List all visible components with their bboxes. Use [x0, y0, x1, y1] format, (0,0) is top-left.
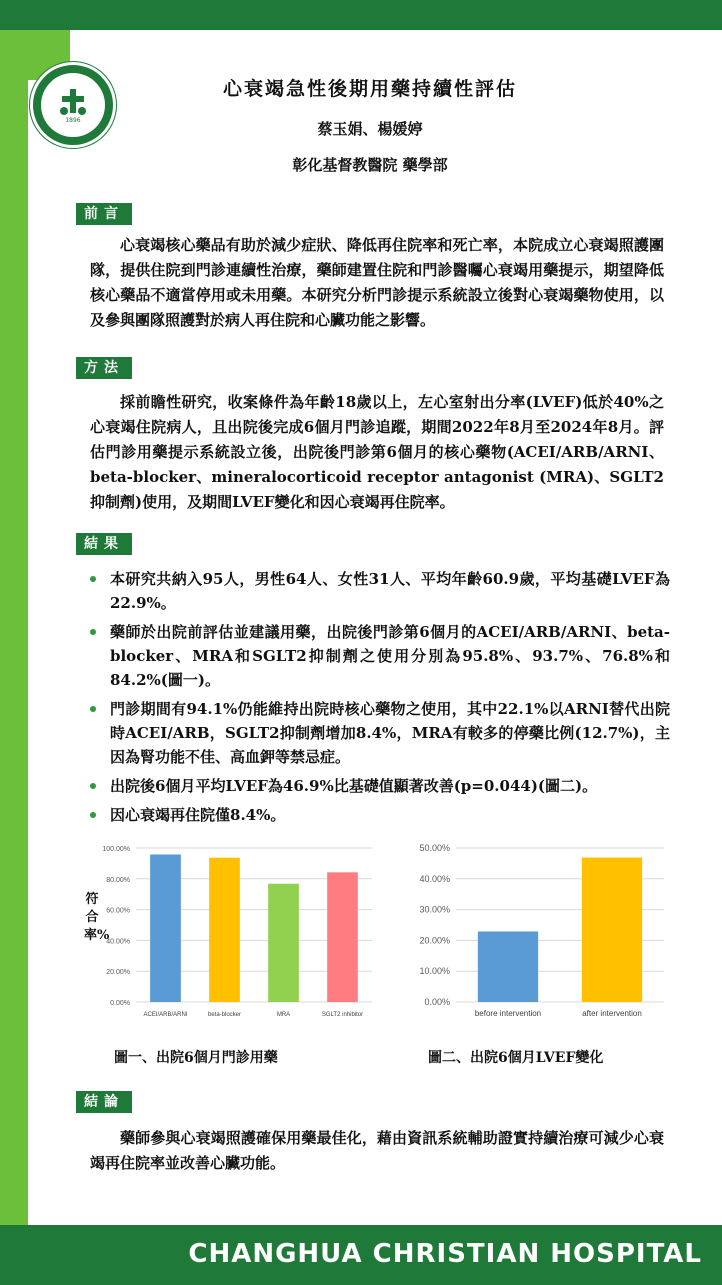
y-tick-label: 30.00%	[419, 904, 450, 915]
affiliation: 彰化基督教醫院 藥學部	[292, 156, 448, 174]
footer-banner	[0, 1225, 722, 1285]
conclusion-paragraph: 藥師參與心衰竭照護確保用藥最佳化，藉由資訊系統輔助證實持續治療可減少心衰竭再住院率並改善心臟功能。	[90, 1129, 664, 1172]
authors: 蔡玉娟、楊媛婷	[317, 120, 423, 138]
y-tick-label: 100.00%	[102, 846, 130, 853]
list-item: 出院後6個月平均LVEF為46.9%比基礎值顯著改善(p=0.044)(圖二)。	[90, 774, 670, 798]
y-tick-label: 40.00%	[419, 873, 450, 884]
y-tick-label: 10.00%	[419, 966, 450, 977]
hospital-logo	[30, 62, 116, 148]
results-list	[90, 567, 670, 832]
figure1-chart	[102, 838, 378, 1026]
y-tick-label: 60.00%	[106, 907, 130, 915]
intro-paragraph: 心衰竭核心藥品有助於減少症狀、降低再住院率和死亡率，本院成立心衰竭照護團隊，提供住院到門診連續性治療，藥師建置住院和門診醫囑心衰竭用藥提示，期望降低核心藥品不適當停用或未用藥。本研究分析門診提示系統設立後對心衰竭藥物使用，以及參與團隊照護對於病人再住院和心臟功能之影響。	[90, 236, 664, 329]
figure1-ylabel: 符合率%	[84, 892, 110, 943]
y-tick-label: 0.00%	[424, 997, 450, 1007]
figure2-svg	[412, 838, 672, 1026]
list-item: 門診期間有94.1%仍能維持出院時核心藥物之使用，其中22.1%以ARNI替代出院時ACEI/ARB，SGLT2抑制劑增加8.4%，MRA有較多的停藥比例(12.7%)，主因為腎功能不佳、高血鉀等禁忌症。	[90, 697, 670, 769]
figure1-caption: 圖一、出院6個月門診用藥	[114, 1050, 278, 1066]
y-tick-label: 20.00%	[419, 935, 450, 946]
section-heading-conclusion: 結論	[76, 1091, 132, 1113]
y-tick-label: 0.00%	[110, 1000, 130, 1007]
y-tick-label: 80.00%	[106, 876, 130, 884]
bullet-icon	[90, 783, 96, 789]
logo-year: 1896	[65, 116, 81, 124]
bullet-icon	[90, 706, 96, 712]
list-item: 藥師於出院前評估並建議用藥，出院後門診第6個月的ACEI/ARB/ARNI、beta-blocker、MRA和SGLT2抑制劑之使用分別為95.8%、93.7%、76.8%和84.2%(圖一)。	[90, 620, 670, 692]
list-item: 本研究共納入95人，男性64人、女性31人、平均年齡60.9歲，平均基礎LVEF為22.9%。	[90, 567, 670, 615]
x-tick-label: ACEI/ARB/ARNI	[143, 1012, 188, 1018]
x-tick-label: before intervention	[474, 1009, 542, 1018]
bar	[268, 884, 299, 1002]
figure1-svg	[102, 838, 378, 1026]
section-heading-intro: 前言	[76, 203, 132, 225]
poster-title: 心衰竭急性後期用藥持續性評估	[222, 78, 517, 100]
bullet-icon	[90, 812, 96, 818]
bar	[478, 931, 538, 1002]
x-tick-label: MRA	[276, 1012, 291, 1018]
x-tick-label: beta-blocker	[207, 1012, 242, 1018]
methods-paragraph: 採前瞻性研究，收案條件為年齡18歲以上，左心室射出分率(LVEF)低於40%之心衰竭住院病人，且出院後完成6個月門診追蹤，期間2022年8月至2024年8月。評估門診用藥提示系統設立後，出院後門診第6個月的核心藥物(ACEI/ARB/ARNI、beta-blocker、mineralocorticoid receptor antagonist (MRA)、SGLT2抑制劑)使用，及期間LVEF變化和因心衰竭再住院率。	[90, 393, 664, 511]
bar	[209, 858, 240, 1002]
bar	[582, 858, 642, 1002]
x-tick-label: SGLT2 inhibitor	[321, 1012, 364, 1018]
list-item: 因心衰竭再住院僅8.4%。	[90, 803, 670, 827]
figure2-caption: 圖二、出院6個月LVEF變化	[428, 1050, 604, 1066]
bar	[150, 854, 181, 1002]
y-tick-label: 20.00%	[106, 969, 130, 977]
cross-emblem-icon	[56, 87, 90, 117]
y-tick-label: 40.00%	[106, 938, 130, 946]
x-tick-label: after intervention	[582, 1009, 642, 1018]
figure2-chart	[412, 838, 672, 1026]
bullet-icon	[90, 576, 96, 582]
bullet-icon	[90, 629, 96, 635]
left-accent-bar	[0, 30, 28, 1225]
section-heading-methods: 方法	[76, 357, 132, 379]
section-heading-results: 結果	[76, 533, 132, 555]
top-banner	[0, 0, 722, 30]
y-tick-label: 50.00%	[419, 843, 450, 853]
footer-hospital-name: CHANGHUA CHRISTIAN HOSPITAL	[188, 1239, 702, 1269]
bar	[327, 872, 358, 1002]
